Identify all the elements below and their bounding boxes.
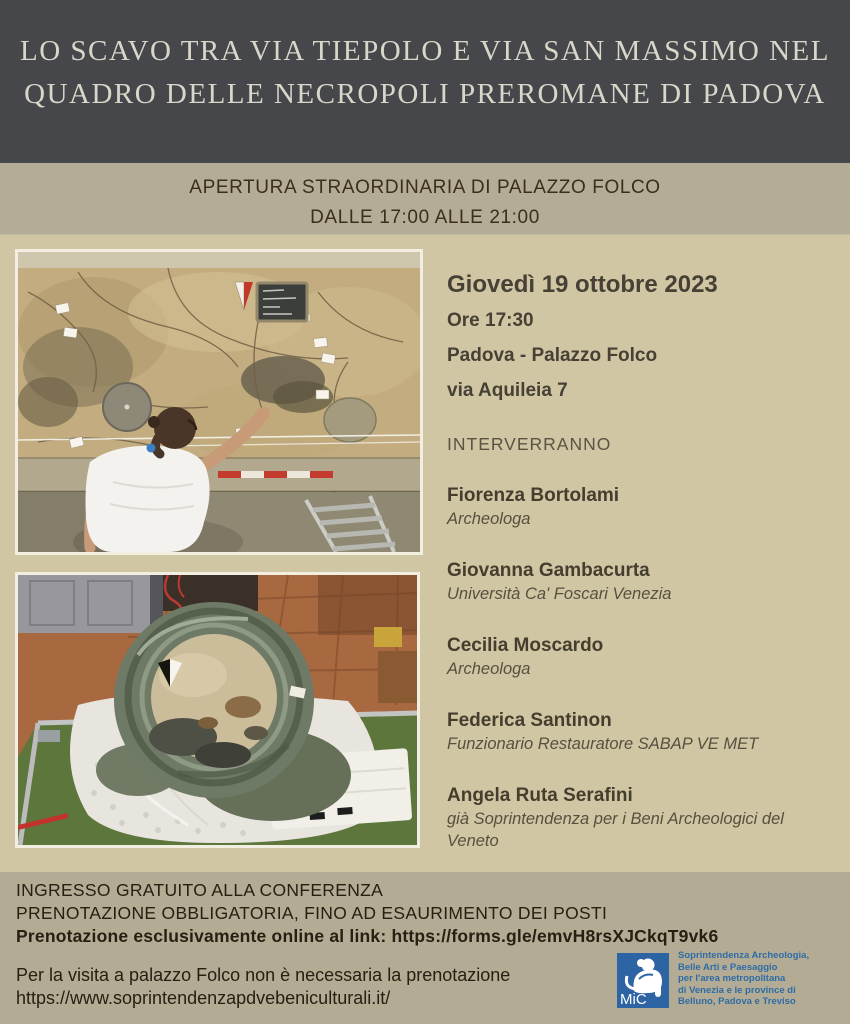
speaker-role: Funzionario Restauratore SABAP VE MET	[447, 735, 759, 753]
speaker-item	[447, 559, 835, 605]
footer-booking-link-line	[16, 926, 718, 947]
poster-title-line-2: QUADRO DELLE NECROPOLI PREROMANE DI PADOVA	[24, 78, 826, 110]
mic-logo-block	[617, 950, 842, 1015]
blackboard-sign	[257, 283, 307, 321]
speaker-role: Archeologa	[447, 660, 531, 678]
event-details	[447, 235, 835, 872]
speaker-name: Angela Ruta Serafini	[447, 785, 633, 806]
excavation-photo	[15, 249, 423, 555]
door	[18, 575, 163, 641]
speaker-role: Università Ca' Foscari Venezia	[447, 585, 672, 603]
speaker-name: Cecilia Moscardo	[447, 635, 604, 656]
leveling-rod	[218, 471, 333, 478]
yellow-box	[374, 627, 402, 647]
speakers-heading: INTERVERRANNO	[447, 434, 612, 454]
subheader-band	[0, 163, 850, 235]
mic-logo	[617, 953, 669, 1008]
speaker-item	[447, 709, 835, 755]
speaker-role: Archeologa	[447, 510, 531, 528]
speaker-role: già Soprintendenza per i Beni Archeologici del Veneto	[447, 810, 784, 850]
speaker-item	[447, 634, 835, 680]
speaker-item	[447, 484, 835, 530]
website-url[interactable]: https://www.soprintendenzapdvebeniculturali.it/	[16, 988, 391, 1008]
event-venue: Padova - Palazzo Folco	[447, 345, 658, 366]
footer-booking-required: PRENOTAZIONE OBBLIGATORIA, FINO AD ESAURIMENTO DEI POSTI	[16, 903, 608, 923]
logo-caption-line: Belle Arti e Paesaggio	[678, 961, 778, 973]
event-date: Giovedì 19 ottobre 2023	[447, 271, 718, 298]
speaker-name: Fiorenza Bortolami	[447, 485, 620, 506]
poster-title-line-1: LO SCAVO TRA VIA TIEPOLO E VIA SAN MASSIMO NEL	[20, 35, 830, 67]
logo-caption	[678, 950, 842, 1008]
event-time: Ore 17:30	[447, 310, 534, 331]
logo-caption-line: di Venezia e le province di	[678, 984, 796, 996]
header-band	[0, 0, 850, 163]
event-address: via Aquileia 7	[447, 380, 568, 401]
speaker-name: Federica Santinon	[447, 710, 612, 731]
logo-caption-line: Soprintendenza Archeologia,	[678, 950, 810, 961]
speaker-item	[447, 784, 835, 852]
logo-caption-line: Belluno, Padova e Treviso	[678, 996, 796, 1007]
mic-acronym: MiC	[620, 991, 647, 1008]
subheader-line-2: DALLE 17:00 ALLE 21:00	[310, 207, 540, 228]
footer-visit-note: Per la visita a palazzo Folco non è necessaria la prenotazione	[16, 965, 511, 985]
footer-band	[0, 872, 850, 1024]
excavation-photo-scene	[18, 252, 420, 552]
speaker-name: Giovanna Gambacurta	[447, 560, 650, 581]
artifact-photo	[15, 572, 420, 848]
booking-link-label: Prenotazione esclusivamente online al link:	[16, 926, 392, 946]
footer-free-entry: INGRESSO GRATUITO ALLA CONFERENZA	[16, 880, 384, 900]
logo-caption-line: per l'area metropolitana	[678, 973, 786, 984]
subheader-line-1: APERTURA STRAORDINARIA DI PALAZZO FOLCO	[189, 177, 661, 198]
booking-link-url[interactable]: https://forms.gle/emvH8rsXJCkqT9vk6	[391, 926, 719, 946]
artifact-photo-scene	[18, 575, 417, 845]
cardboard-box	[378, 651, 417, 703]
